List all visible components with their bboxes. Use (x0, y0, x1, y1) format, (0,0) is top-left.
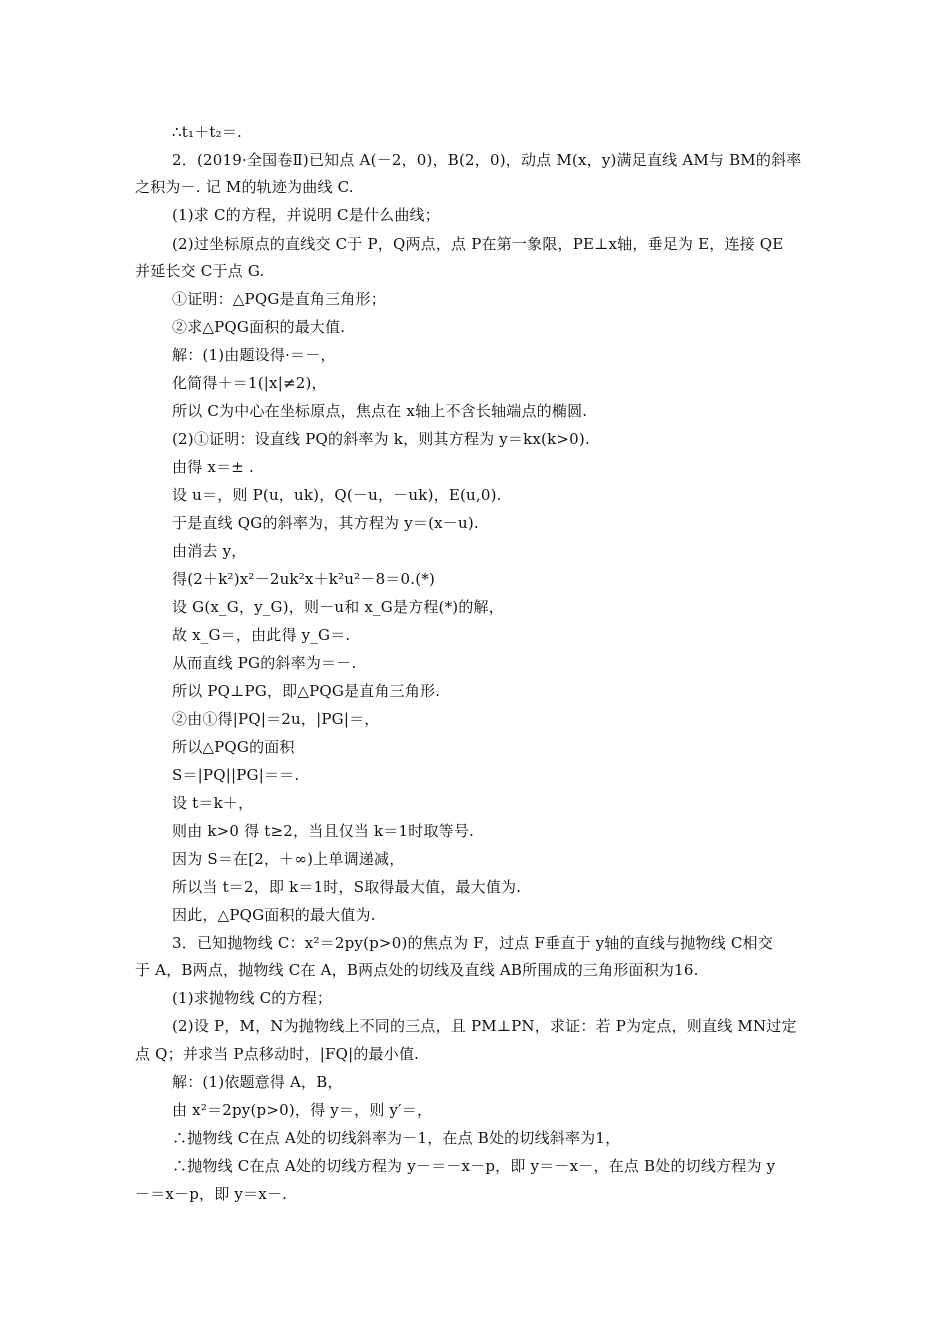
text-line: 于是直线 QG的斜率为，其方程为 y＝(x－u). (172, 514, 479, 532)
text-line: (2)设 P，M，N为抛物线上不同的三点，且 PM⊥PN，求证：若 P为定点，则直线 MN过定 (172, 1017, 797, 1035)
text-line: 并延长交 C于点 G. (135, 262, 265, 280)
text-line: (2)过坐标原点的直线交 C于 P，Q两点，点 P在第一象限，PE⊥x轴，垂足为 E，连接 QE (172, 235, 784, 253)
text-line: 所以当 t＝2，即 k＝1时，S取得最大值，最大值为. (172, 878, 522, 896)
text-line: 所以△PQG的面积 (172, 738, 295, 756)
text-line: 之积为－. 记 M的轨迹为曲线 C. (135, 178, 354, 196)
text-line: 故 x_G＝，由此得 y_G＝. (172, 626, 351, 644)
text-line: 得(2＋k²)x²－2uk²x＋k²u²－8＝0.(*) (172, 570, 436, 588)
text-line: 由消去 y， (172, 542, 247, 560)
text-line: 因此，△PQG面积的最大值为. (172, 906, 376, 924)
text-line: ②求△PQG面积的最大值. (172, 318, 346, 336)
text-line: S＝|PQ||PG|＝＝. (172, 766, 300, 784)
text-line: 所以 PQ⊥PG，即△PQG是直角三角形. (172, 682, 441, 700)
text-line: 化简得＋＝1(|x|≠2)， (172, 374, 327, 392)
text-line: (2)①证明：设直线 PQ的斜率为 k，则其方程为 y＝kx(k>0). (172, 430, 590, 448)
text-line: 所以 C为中心在坐标原点，焦点在 x轴上不含长轴端点的椭圆. (172, 402, 588, 420)
text-line: (1)求 C的方程，并说明 C是什么曲线； (172, 206, 440, 224)
text-line: －＝x－p，即 y＝x－. (135, 1185, 288, 1203)
text-line: 由 x²＝2py(p>0)，得 y＝，则 y′＝， (172, 1101, 433, 1119)
text-line: ①证明：△PQG是直角三角形； (172, 290, 386, 308)
text-line: 点 Q；并求当 P点移动时，|FQ|的最小值. (135, 1045, 420, 1063)
text-line: 设 u＝，则 P(u，uk)，Q(－u，－uk)，E(u,0). (172, 486, 502, 504)
text-line: ∴t₁＋t₂＝. (172, 123, 242, 141)
text-line: 则由 k>0 得 t≥2，当且仅当 k＝1时取等号. (172, 822, 475, 840)
text-line: (1)求抛物线 C的方程； (172, 989, 333, 1007)
text-line: 由得 x＝± . (172, 458, 254, 476)
text-line: 设 t＝k＋， (172, 794, 254, 812)
text-line: 因为 S＝在[2，＋∞)上单调递减， (172, 850, 405, 868)
text-line: 设 G(x_G，y_G)，则－u和 x_G是方程(*)的解， (172, 598, 504, 616)
text-line: 解：(1)依题意得 A，B， (172, 1073, 343, 1091)
text-line: 3．已知抛物线 C：x²＝2py(p>0)的焦点为 F，过点 F垂直于 y轴的直线与抛物线 C相交 (172, 934, 773, 952)
text-line: 于 A，B两点，抛物线 C在 A，B两点处的切线及直线 AB所围成的三角形面积为16. (135, 961, 699, 979)
text-line: 解：(1)由题设得·＝－， (172, 346, 336, 364)
text-line: ∴抛物线 C在点 A处的切线方程为 y－＝－x－p，即 y＝－x－，在点 B处的切线方程为 y (172, 1157, 776, 1175)
text-line: 2．(2019·全国卷Ⅱ)已知点 A(－2，0)，B(2，0)，动点 M(x，y)满足直线 AM与 BM的斜率 (172, 151, 802, 169)
text-line: ∴抛物线 C在点 A处的切线斜率为－1，在点 B处的切线斜率为1， (172, 1129, 621, 1147)
text-line: ②由①得|PQ|＝2u，|PG|＝， (172, 710, 380, 728)
text-line: 从而直线 PG的斜率为＝－. (172, 654, 357, 672)
